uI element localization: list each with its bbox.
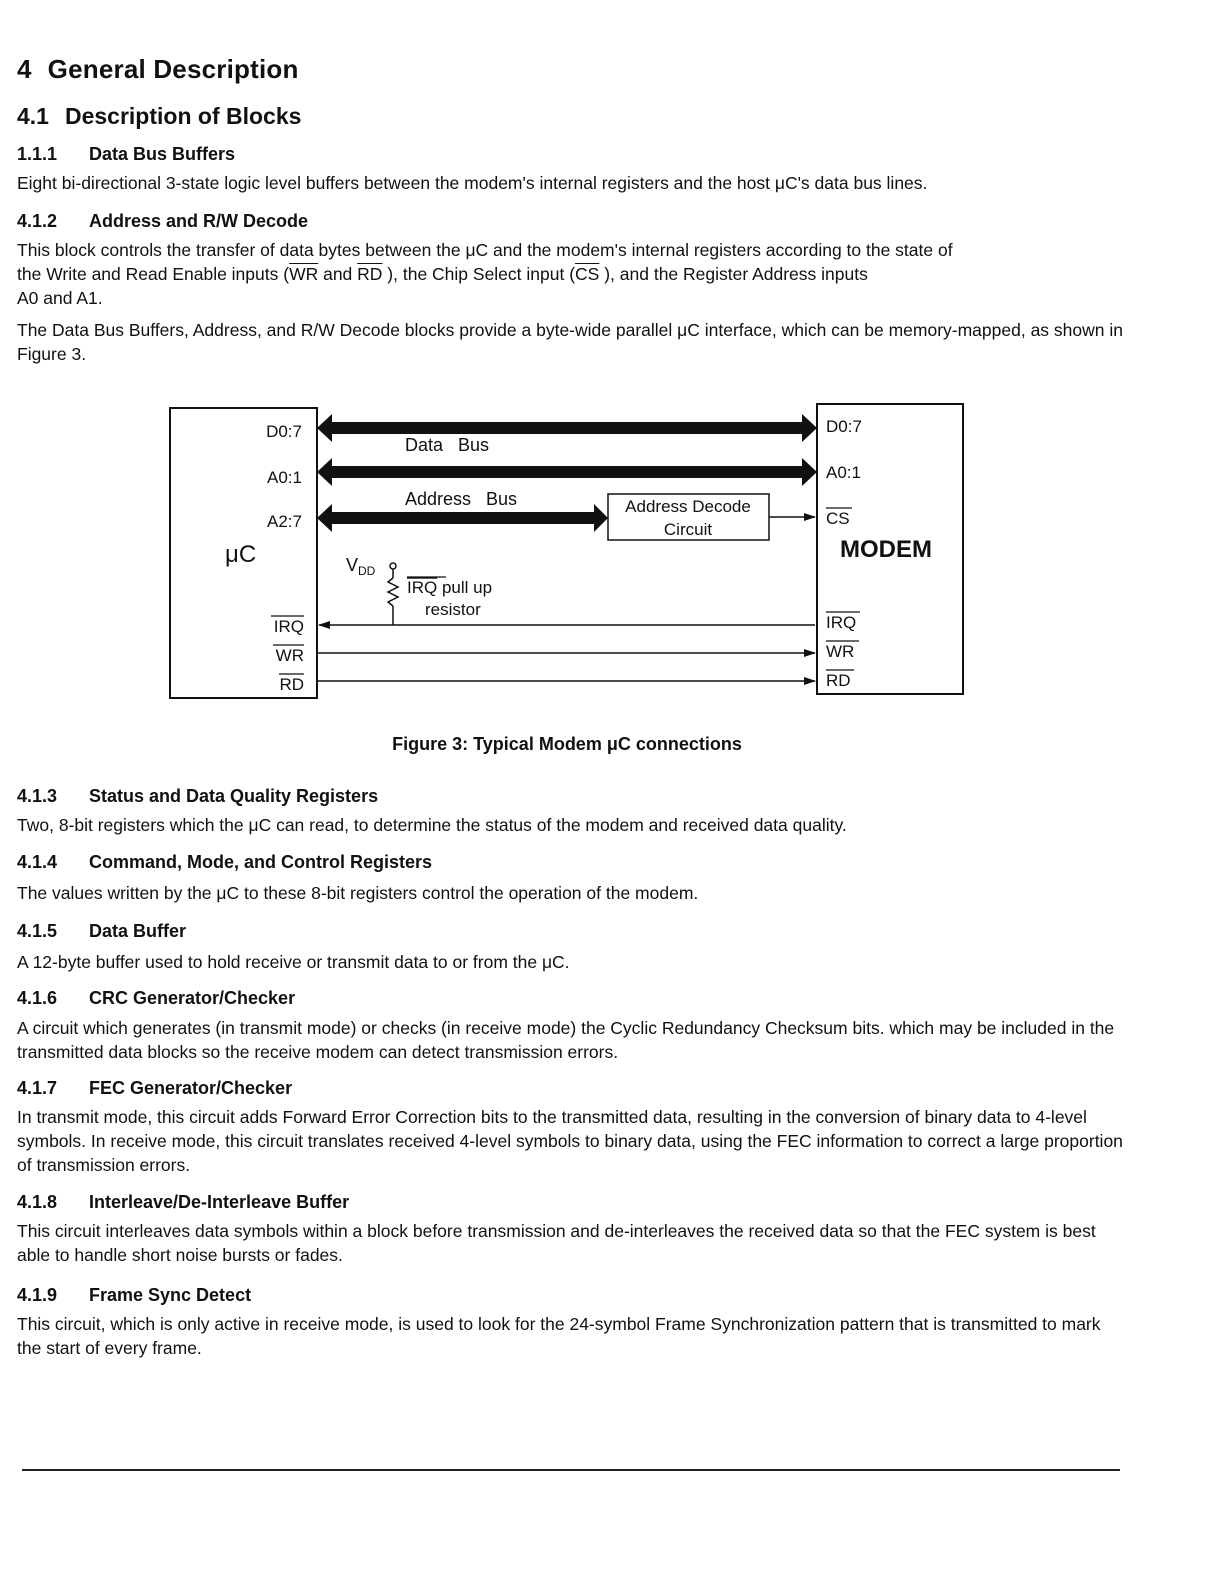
subsection-title: Address and R/W Decode — [89, 211, 309, 231]
text-fragment: ), the Chip Select input ( — [382, 264, 576, 284]
paragraph-status-registers: Two, 8-bit registers which the μC can read, to determine the status of the modem and received data quality. — [17, 815, 847, 835]
address-bus-label: Address Bus — [405, 489, 518, 509]
uc-pin-irq: IRQ — [273, 617, 304, 636]
subsection-title: Interleave/De-Interleave Buffer — [89, 1192, 350, 1212]
subsection-heading-interleave — [17, 1192, 349, 1213]
subsection-heading-command-registers — [17, 852, 432, 873]
uc-pin-wr: WR — [275, 646, 304, 665]
data-bus-label: Data Bus — [405, 435, 490, 455]
data-bus-arrow — [317, 414, 817, 442]
modem-pin-d07: D0:7 — [826, 417, 862, 436]
subsection-number: 4.1.5 — [17, 921, 58, 941]
paragraph-command-registers: The values written by the μC to these 8-bit registers control the operation of the modem. — [17, 883, 699, 903]
uc-pin-a27: A2:7 — [267, 512, 302, 531]
paragraph-crc: A circuit which generates (in transmit mode) or checks (in receive mode) the Cyclic Redundancy Checksum bits. which may be included in the transmitted data blocks so the receive modem can detect transmission errors. — [17, 1018, 1115, 1062]
text-fragment: the Write and Read Enable inputs ( — [17, 264, 290, 284]
uc-pin-rd: RD — [279, 675, 304, 694]
signal-rd: $\overline{RD}$ — [357, 264, 383, 284]
subsection-heading-status-registers — [17, 786, 378, 807]
address-bus-a01-arrow — [317, 458, 817, 486]
pullup-label-line2: resistor — [425, 600, 481, 619]
subsection-heading-data-buffer — [17, 921, 186, 942]
signal-cs: $\overline{CS}$ — [575, 264, 600, 284]
paragraph-interleave: This circuit interleaves data symbols within a block before transmission and de-interleaves the received data so that the FEC system is best able to handle short noise bursts or fades. — [17, 1221, 1096, 1265]
uc-pin-a01: A0:1 — [267, 468, 302, 487]
subsection-number: 1.1.1 — [17, 144, 58, 164]
subsection-number: 4.1.7 — [17, 1078, 58, 1098]
paragraph-frame-sync: This circuit, which is only active in receive mode, is used to look for the 24-symbol Frame Synchronization pattern that is transmitted to mark the start of every frame. — [17, 1314, 1101, 1358]
paragraph-data-buffer: A 12-byte buffer used to hold receive or transmit data to or from the μC. — [17, 952, 570, 972]
decode-label-line2: Circuit — [663, 520, 713, 539]
modem-pin-cs: CS — [826, 509, 850, 528]
modem-pin-wr: WR — [826, 642, 855, 661]
vdd-label: $V_{DD}$ — [346, 555, 376, 578]
paragraph-fec: In transmit mode, this circuit adds Forward Error Correction bits to the transmitted data, resulting in the conversion of binary data to 4-level symbols. In receive mode, this circuit translates received 4-level symbols to binary data, using the FEC information to correct a large proportion of transmission errors. — [17, 1107, 1123, 1175]
paragraph-data-bus-buffers: Eight bi-directional 3-state logic level buffers between the modem's internal registers and the host μC's data bus lines. — [17, 173, 928, 193]
figure-caption: Figure 3: Typical Modem μC connections — [392, 734, 742, 754]
text-fragment: ), and the Register Address inputs — [599, 264, 868, 284]
text-line: A0 and A1. — [17, 288, 103, 308]
modem-label: MODEM — [840, 536, 932, 563]
subsection-heading-frame-sync — [17, 1285, 251, 1306]
decode-label-line1: Address Decode — [625, 497, 751, 516]
subsection-title: Frame Sync Detect — [89, 1285, 252, 1305]
section-title: Description of Blocks — [64, 103, 302, 129]
section-number: 4.1 — [17, 103, 49, 129]
signal-wr: $\overline{WR}$ — [289, 264, 319, 284]
modem-pin-rd: RD — [826, 671, 851, 690]
chapter-number: 4 — [17, 54, 32, 84]
subsection-number: 4.1.2 — [17, 211, 58, 231]
subsection-title: Data Bus Buffers — [89, 144, 236, 164]
subsection-number: 4.1.9 — [17, 1285, 58, 1305]
subsection-title: Data Buffer — [89, 921, 187, 941]
subsection-number: 4.1.3 — [17, 786, 58, 806]
subsection-number: 4.1.8 — [17, 1192, 58, 1212]
footer-rule — [22, 1469, 1120, 1471]
uc-label: μC — [225, 541, 257, 568]
figure-3-diagram — [0, 0, 1224, 760]
paragraph-interface-summary: The Data Bus Buffers, Address, and R/W Decode blocks provide a byte-wide parallel μC interface, which can be memory-mapped, as shown in Figure 3. — [17, 320, 1123, 364]
subsection-number: 4.1.4 — [17, 852, 58, 872]
modem-pin-a01: A0:1 — [826, 463, 861, 482]
text-fragment: and — [318, 264, 358, 284]
subsection-heading-fec — [17, 1078, 292, 1099]
subsection-title: Status and Data Quality Registers — [89, 786, 379, 806]
subsection-title: Command, Mode, and Control Registers — [89, 852, 433, 872]
pullup-label-line1: IRQ pull up — [407, 578, 493, 597]
text-line: This block controls the transfer of data bytes between the μC and the modem's internal registers according to the state of — [17, 240, 953, 260]
modem-pin-irq: IRQ — [826, 613, 857, 632]
chapter-title: General Description — [47, 54, 299, 84]
subsection-title: CRC Generator/Checker — [89, 988, 296, 1008]
uc-pin-d07: D0:7 — [266, 422, 302, 441]
subsection-title: FEC Generator/Checker — [89, 1078, 293, 1098]
subsection-number: 4.1.6 — [17, 988, 58, 1008]
pullup-resistor — [388, 563, 398, 625]
subsection-heading-crc — [17, 988, 295, 1009]
